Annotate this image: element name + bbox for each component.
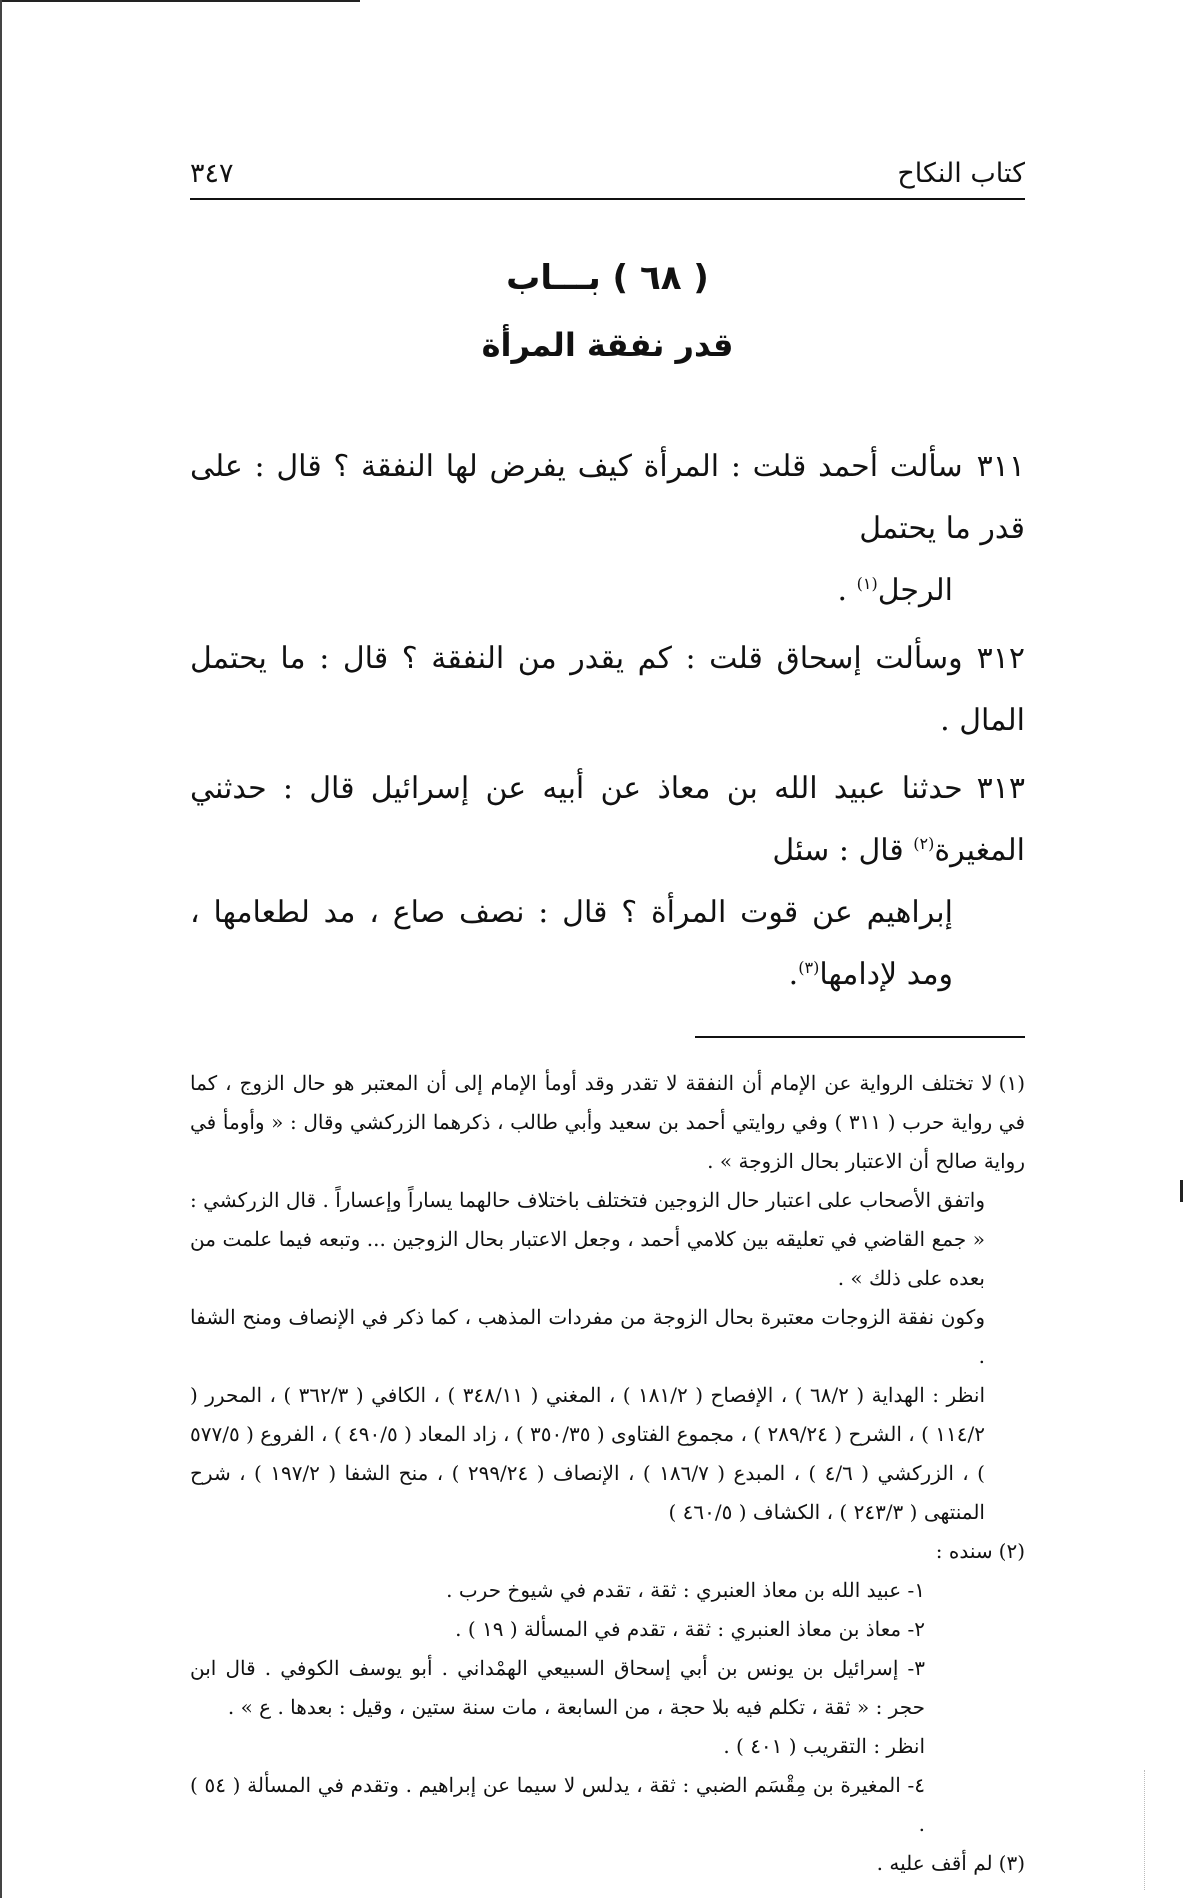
footnotes (190, 1064, 1025, 1883)
entry-313 (190, 758, 1025, 1006)
page-number: ٣٤٧ (190, 158, 234, 189)
narrator-item: ١- عبيد الله بن معاذ العنبري : ثقة ، تقدم في شيوخ حرب . (446, 1578, 925, 1602)
entry-312 (190, 628, 1025, 752)
entry-number: ٣١٢ (976, 641, 1025, 676)
entry-text: قال : سئل (772, 833, 914, 868)
running-title: كتاب النكاح (897, 158, 1025, 189)
entry-text: سألت أحمد قلت : المرأة كيف يفرض لها النفقة ؟ قال : على قدر ما يحتمل (190, 449, 1025, 546)
entry-text: وسألت إسحاق قلت : كم يقدر من النفقة ؟ قال : ما يحتمل المال . (190, 641, 1025, 738)
page-header (190, 150, 1025, 200)
footnote-paragraph: واتفق الأصحاب على اعتبار حال الزوجين فتختلف باختلاف حالهما يساراً وإعساراً . قال الزركشي : « جمع القاضي في تعليقه بين كلامي أحمد ، وجعل الاعتبار بحال الزوجين ... وتبعه فيما علمت من بعده على ذلك » . (190, 1188, 985, 1290)
narrator-item: ٢- معاذ بن معاذ العنبري : ثقة ، تقدم في المسألة ( ١٩ ) . (455, 1617, 925, 1641)
narrator-item: ٣- إسرائيل بن يونس بن أبي إسحاق السبيعي الهمْداني . أبو يوسف الكوفي . قال ابن حجر : « ثقة ، تكلم فيه بلا حجة ، من السابعة ، مات سنة ستين ، وقيل : بعدها . ع » . (190, 1656, 925, 1719)
narrator-item: ٤- المغيرة بن مِقْسَم الضبي : ثقة ، يدلس لا سيما عن إبراهيم . وتقدم في المسألة ( ٥٤ ) . (190, 1773, 925, 1836)
footnote-ref-1[interactable]: (١) (856, 574, 878, 593)
entry-text: حدثنا عبيد الله بن معاذ عن أبيه عن إسرائيل قال : حدثني المغيرة (190, 771, 1025, 868)
narrator-item-ref: انظر : التقريب ( ٤٠١ ) . (723, 1734, 925, 1758)
footnote-2 (190, 1532, 1025, 1571)
footnote-1 (190, 1064, 1025, 1181)
entry-text-tail: . (837, 573, 857, 608)
footnote-text: لم أقف عليه . (876, 1851, 993, 1875)
footnote-text: سنده : (935, 1539, 993, 1563)
scan-edge-top (0, 0, 360, 2)
scan-mark-right (1180, 1180, 1183, 1202)
footnote-mark: (٣) (998, 1851, 1025, 1875)
chapter-heading (190, 258, 1025, 364)
entry-number: ٣١١ (976, 449, 1025, 484)
book-page (190, 150, 1025, 1883)
scan-edge-left (0, 0, 2, 1898)
entry-text-cont: إبراهيم عن قوت المرأة ؟ قال : نصف صاع ، مد لطعامها ، ومد لإدامها (190, 895, 953, 992)
footnote-paragraph: وكون نفقة الزوجات معتبرة بحال الزوجة من مفردات المذهب ، كما ذكر في الإنصاف ومنح الشفا . (190, 1305, 985, 1368)
footnote-mark: (٢) (998, 1539, 1025, 1563)
chapter-label: ( ٦٨ ) بـــاب (506, 258, 709, 298)
entry-text-cont: الرجل (877, 573, 953, 608)
footnote-3 (190, 1844, 1025, 1883)
footnote-ref-3[interactable]: (٣) (798, 958, 820, 977)
entry-311 (190, 436, 1025, 622)
footnote-ref-2[interactable]: (٢) (913, 834, 935, 853)
chapter-title: قدر نفقة المرأة (481, 326, 734, 364)
page-fold-mark (1143, 1770, 1145, 1890)
footnote-text: لا تختلف الرواية عن الإمام أن النفقة لا تقدر وقد أومأ الإمام إلى أن المعتبر هو حال الزوج ، كما في رواية حرب ( ٣١١ ) وفي روايتي أحمد بن سعيد وأبي طالب ، ذكرهما الزركشي وقال : « وأومأ في رواية صالح أن الاعتبار بحال الزوجة » . (190, 1071, 1026, 1173)
footnote-separator (695, 1036, 1025, 1038)
entry-number: ٣١٣ (976, 771, 1025, 806)
entries (190, 436, 1025, 1006)
entry-text-tail: . (788, 957, 799, 992)
footnote-mark: (١) (998, 1071, 1025, 1095)
footnote-references: انظر : الهداية ( ٦٨/٢ ) ، الإفصاح ( ١٨١/٢ ) ، المغني ( ٣٤٨/١١ ) ، الكافي ( ٣٦٢/٣ ) ، المحرر ( ١١٤/٢ ) ، الشرح ( ٢٨٩/٢٤ ) ، مجموع الفتاوى ( ٣٥٠/٣٥ ) ، زاد المعاد ( ٤٩٠/٥ ) ، الفروع ( ٥٧٧/٥ ) ، الزركشي ( ٤/٦ ) ، المبدع ( ١٨٦/٧ ) ، الإنصاف ( ٢٩٩/٢٤ ) ، منح الشفا ( ١٩٧/٢ ) ، شرح المنتهى ( ٢٤٣/٣ ) ، الكشاف ( ٤٦٠/٥ ) (190, 1383, 986, 1524)
